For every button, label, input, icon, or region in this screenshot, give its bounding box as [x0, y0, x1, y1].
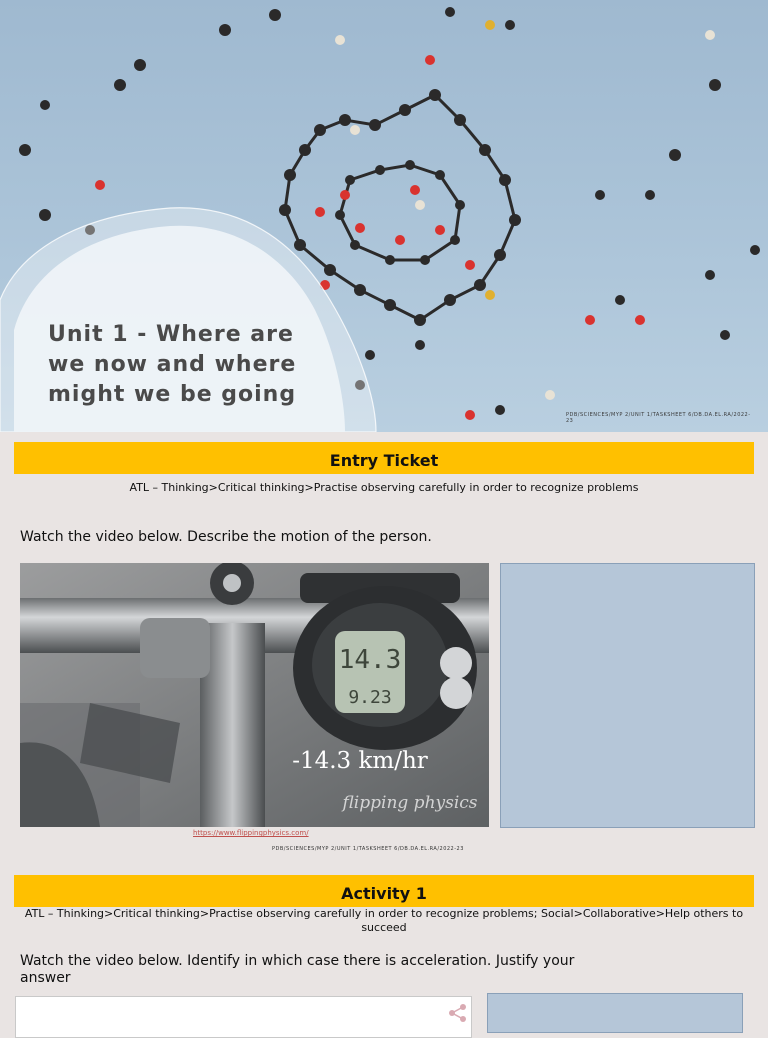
- entry-ticket-heading: Entry Ticket: [14, 442, 754, 474]
- video-player[interactable]: [20, 563, 489, 827]
- speedometer-top-reading: 14.3: [338, 645, 402, 675]
- activity-1-atl: ATL – Thinking>Critical thinking>Practise observing carefully in order to recognize problems; Social>Collaborative>Help others to succeed: [24, 907, 744, 934]
- entry-ticket-atl: ATL – Thinking>Critical thinking>Practise observing carefully in order to recognize problems: [129, 481, 639, 494]
- bike-speedometer-frame: [20, 563, 489, 827]
- entry-ticket-instruction: Watch the video below. Describe the motion of the person.: [20, 529, 432, 545]
- page-title: Unit 1 - Where are we now and where might we be going: [48, 322, 297, 407]
- document-code-small: PDB/SCIENCES/MYP 2/UNIT 1/TASKSHEET 6/DB.DA.EL.RA/2022-23: [272, 846, 464, 852]
- speed-caption: -14.3 km/hr: [292, 748, 428, 774]
- video-source-link[interactable]: https://www.flippingphysics.com/: [193, 829, 309, 837]
- speedometer-bottom-reading: 9.23: [348, 687, 392, 708]
- video-watermark: flipping physics: [342, 793, 478, 813]
- share-icon[interactable]: [446, 1001, 470, 1025]
- document-code: PDB/SCIENCES/MYP 2/UNIT 1/TASKSHEET 6/DB.DA.EL.RA/2022-23: [566, 412, 751, 424]
- answer-box-entry-ticket[interactable]: [500, 563, 755, 828]
- video-player-activity-1[interactable]: [15, 996, 472, 1038]
- activity-1-heading: Activity 1: [14, 875, 754, 907]
- hero-banner: [0, 0, 768, 432]
- answer-box-activity-1[interactable]: [487, 993, 743, 1033]
- activity-1-instruction: Watch the video below. Identify in which case there is acceleration. Justify your answer: [20, 953, 575, 986]
